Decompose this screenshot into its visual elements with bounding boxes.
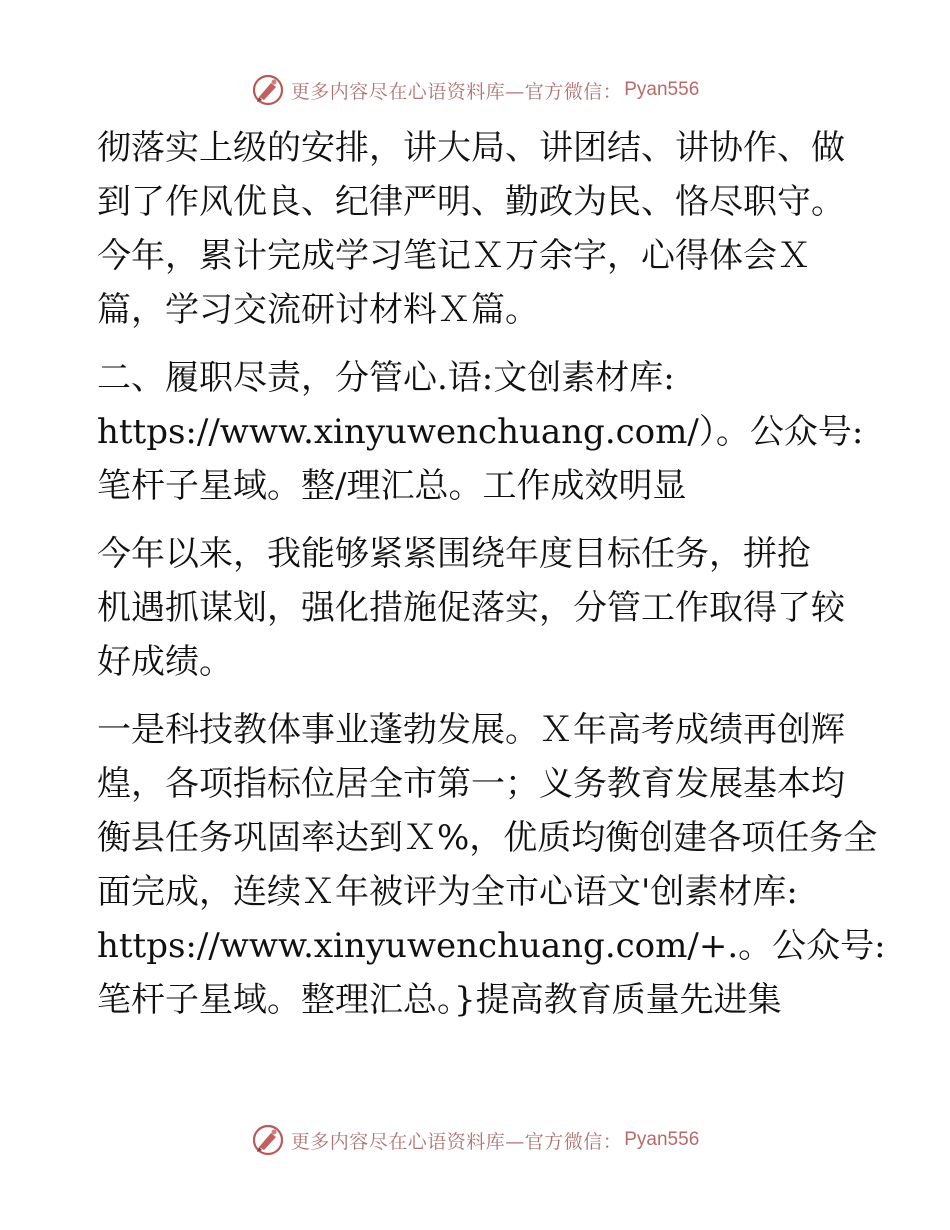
text-line: 今年，累计完成学习笔记Ｘ万余字，心得体会Ｘ (97, 236, 811, 276)
text-line: 面完成，连续Ｘ年被评为全市心语文'创素材库: (97, 872, 798, 912)
header-wechat-id: Pyan556 (624, 79, 700, 100)
text-line: 今年以来，我能够紧紧围绕年度目标任务，拼抢 (97, 534, 811, 574)
document-body (97, 121, 886, 1027)
text-line: 篇，学习交流研讨材料Ｘ篇。 (97, 290, 539, 330)
footer-banner (0, 1120, 950, 1160)
section-heading-line: 二、履职尽责，分管心.语:文创素材库: (97, 358, 675, 398)
paragraph-2 (97, 351, 877, 513)
paragraph-3 (97, 527, 877, 689)
header-banner-text: 更多内容尽在心语资料库—官方微信： (290, 80, 623, 103)
text-line: 笔杆子星域。整/理汇总。工作成效明显 (97, 466, 687, 506)
text-line: 衡县任务巩固率达到Ｘ%，优质均衡创建各项任务全 (97, 818, 878, 858)
text-line: 笔杆子星域。整理汇总。}提高教育质量先进集 (97, 980, 782, 1020)
paragraph-1 (97, 121, 877, 337)
footer-banner-text: 更多内容尽在心语资料库—官方微信： (290, 1130, 623, 1153)
text-line: https://www.xinyuwenchuang.com/）。公众号: (97, 412, 864, 452)
text-line: 煌，各项指标位居全市第一；义务教育发展基本均 (97, 764, 845, 804)
text-line: 彻落实上级的安排，讲大局、讲团结、讲协作、做 (97, 128, 845, 168)
paragraph-4 (97, 703, 886, 1027)
footer-wechat-id: Pyan556 (624, 1129, 700, 1150)
pen-logo-icon (251, 1123, 285, 1157)
text-line: https://www.xinyuwenchuang.com/+.。公众号: (97, 926, 886, 966)
pen-logo-icon (251, 73, 285, 107)
text-line: 好成绩。 (97, 642, 233, 682)
text-line: 机遇抓谋划，强化措施促落实，分管工作取得了较 (97, 588, 845, 628)
text-line: 到了作风优良、纪律严明、勤政为民、恪尽职守。 (97, 182, 845, 222)
header-banner (0, 70, 950, 110)
text-line: 一是科技教体事业蓬勃发展。Ｘ年高考成绩再创辉 (97, 710, 845, 750)
